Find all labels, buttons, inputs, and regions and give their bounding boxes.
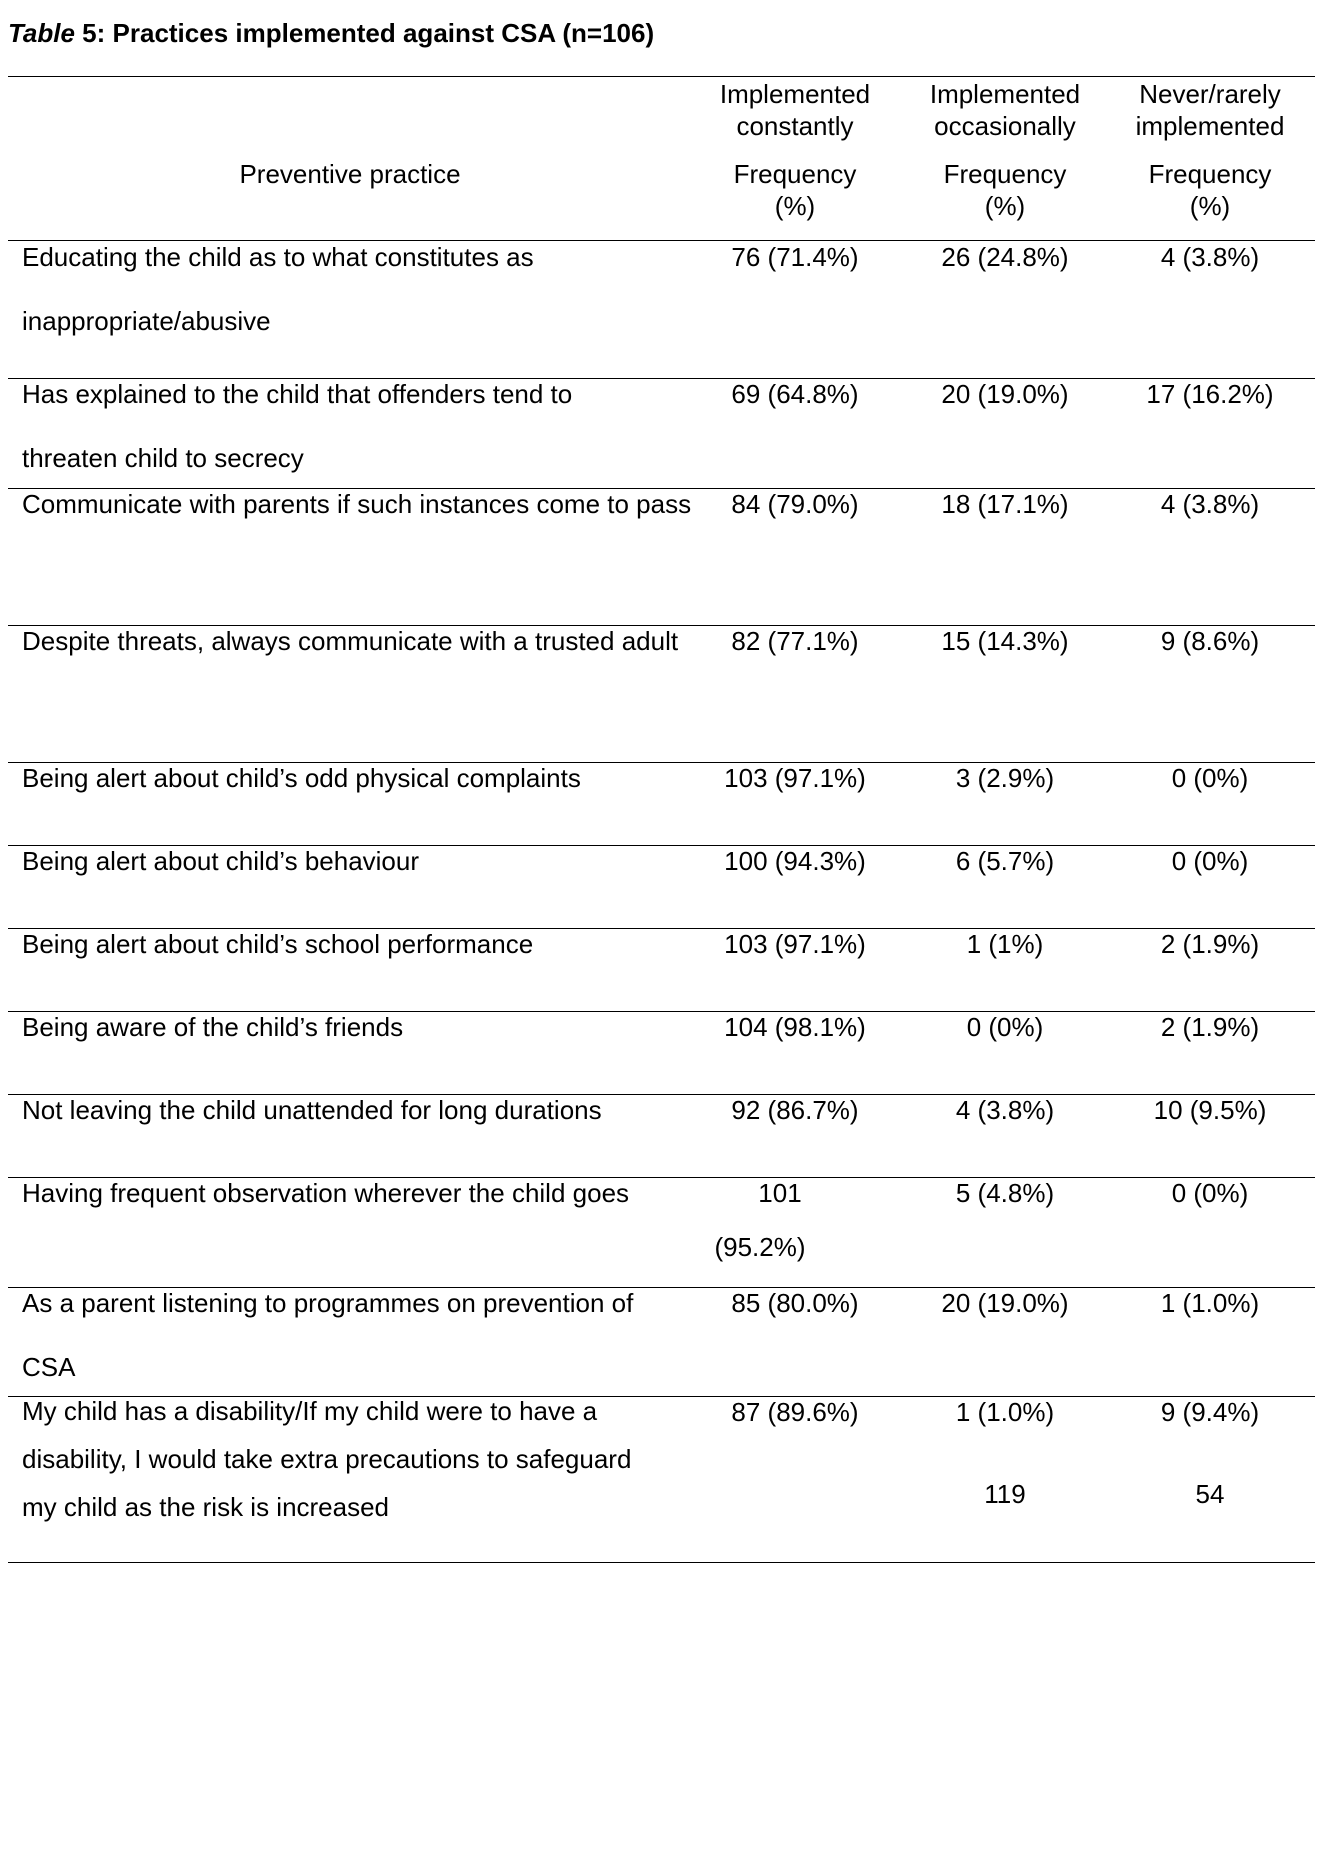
- row-constant-value: 103 (97.1%): [724, 929, 866, 959]
- row-constant-value: 82 (77.1%): [731, 626, 859, 656]
- row-never-value: 10 (9.5%): [1153, 1095, 1267, 1125]
- header-freq-label: Frequency: [943, 159, 1067, 189]
- row-practice: Educating the child as to what constitutes as inappropriate/abusive: [22, 242, 534, 336]
- row-occasional-value: 18 (17.1%): [941, 489, 1069, 519]
- row-practice: Despite threats, always communicate with a trusted adult: [22, 626, 679, 656]
- row-occasional-value: 20 (19.0%): [941, 1288, 1069, 1318]
- header-col-occasional-line2: occasionally: [934, 111, 1076, 141]
- row-constant-value: 100 (94.3%): [724, 846, 866, 876]
- row-constant-value: 76 (71.4%): [731, 242, 859, 272]
- row-constant-value: 92 (86.7%): [731, 1095, 859, 1125]
- row-practice: Communicate with parents if such instances come to pass: [22, 489, 692, 519]
- header-col-never-line1: Never/rarely: [1139, 79, 1281, 109]
- header-freq-label: Frequency: [1148, 159, 1272, 189]
- header-col-never-freq: [1110, 158, 1310, 222]
- row-occasional-value: 1 (1%): [966, 929, 1044, 959]
- row-occasional-value: 3 (2.9%): [955, 763, 1055, 793]
- row-never-value: 17 (16.2%): [1146, 379, 1274, 409]
- row-never-value: 2 (1.9%): [1160, 1012, 1260, 1042]
- row-constant-value: 104 (98.1%): [724, 1012, 866, 1042]
- row-constant-value: 101: [758, 1178, 802, 1208]
- row-constant-value: 85 (80.0%): [731, 1288, 859, 1318]
- row-never-value: 0 (0%): [1171, 1178, 1249, 1208]
- row-never-value: 2 (1.9%): [1160, 929, 1260, 959]
- header-freq-unit: (%): [1189, 191, 1231, 221]
- row-practice: My child has a disability/If my child were to have a disability, I would take extra precautions to safeguard my child as the risk is increased: [22, 1396, 632, 1522]
- header-freq-unit: (%): [774, 191, 816, 221]
- row-occasional-value: 6 (5.7%): [955, 846, 1055, 876]
- row-practice: Not leaving the child unattended for long durations: [22, 1095, 602, 1125]
- header-freq-label: Frequency: [733, 159, 857, 189]
- row-never-value: 0 (0%): [1171, 846, 1249, 876]
- row-occasional-value: 4 (3.8%): [955, 1095, 1055, 1125]
- row-never-value: 0 (0%): [1171, 763, 1249, 793]
- caption-text: 5: Practices implemented against CSA (n=106): [74, 18, 655, 48]
- table-top-rule: [8, 76, 1315, 77]
- row-never-value: 9 (8.6%): [1160, 626, 1260, 656]
- row-never-value: 9 (9.4%): [1160, 1397, 1260, 1427]
- row-never-extra: 54: [1195, 1479, 1225, 1509]
- table-caption: [8, 18, 654, 49]
- header-col-constant: [700, 78, 890, 142]
- row-practice: Having frequent observation wherever the child goes: [22, 1178, 630, 1208]
- row-constant-value: 84 (79.0%): [731, 489, 859, 519]
- header-col-never: [1110, 78, 1310, 142]
- row-practice: As a parent listening to programmes on prevention of CSA: [22, 1288, 634, 1382]
- row-practice: Being alert about child’s odd physical complaints: [22, 763, 581, 793]
- header-col-occasional-freq: [905, 158, 1105, 222]
- row-constant-percent: (95.2%): [714, 1232, 806, 1262]
- caption-table-word: Table: [8, 18, 75, 48]
- row-occasional-value: 26 (24.8%): [941, 242, 1069, 272]
- row-constant-value: 87 (89.6%): [731, 1397, 859, 1427]
- header-freq-unit: (%): [984, 191, 1026, 221]
- row-constant-value: 69 (64.8%): [731, 379, 859, 409]
- row-never-value: 4 (3.8%): [1160, 489, 1260, 519]
- header-col-occasional: [905, 78, 1105, 142]
- row-practice: Being alert about child’s behaviour: [22, 846, 420, 876]
- row-occasional-value: 1 (1.0%): [955, 1397, 1055, 1427]
- header-col-constant-line1: Implemented: [719, 79, 871, 109]
- row-practice: Being alert about child’s school performance: [22, 929, 534, 959]
- header-col-constant-freq: [700, 158, 890, 222]
- row-practice: Has explained to the child that offenders tend to threaten child to secrecy: [22, 379, 573, 473]
- row-never-value: 1 (1.0%): [1160, 1288, 1260, 1318]
- header-col-never-line2: implemented: [1135, 111, 1285, 141]
- row-occasional-value: 0 (0%): [966, 1012, 1044, 1042]
- table-bottom-rule: [8, 1562, 1315, 1563]
- row-occasional-value: 20 (19.0%): [941, 379, 1069, 409]
- header-practice: Preventive practice: [239, 159, 461, 189]
- row-practice: Being aware of the child’s friends: [22, 1012, 404, 1042]
- header-col-constant-line2: constantly: [736, 111, 854, 141]
- row-constant-value: 103 (97.1%): [724, 763, 866, 793]
- header-col-occasional-line1: Implemented: [929, 79, 1081, 109]
- row-never-value: 4 (3.8%): [1160, 242, 1260, 272]
- row-occasional-extra: 119: [984, 1479, 1026, 1509]
- row-occasional-value: 5 (4.8%): [955, 1178, 1055, 1208]
- row-occasional-value: 15 (14.3%): [941, 626, 1069, 656]
